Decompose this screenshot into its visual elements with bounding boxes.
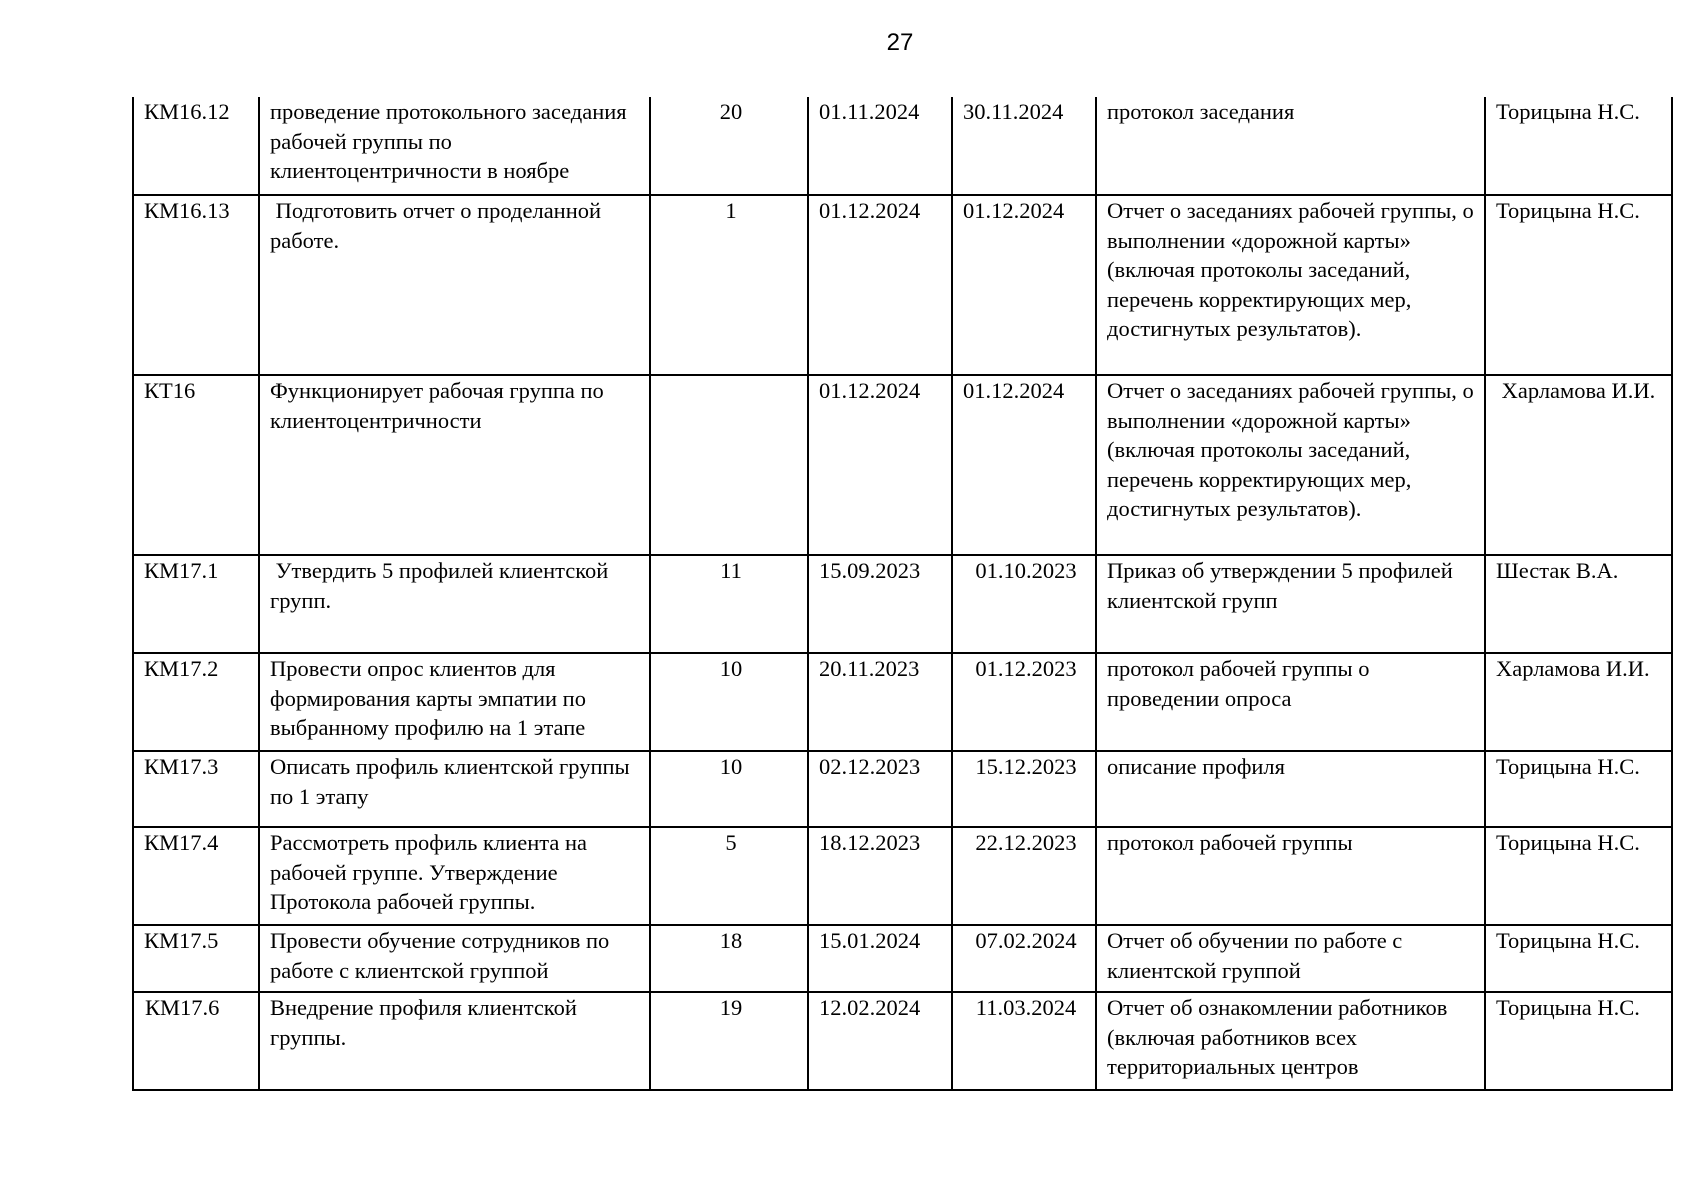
row-code: КТ16 [133,375,259,555]
row-responsible: Харламова И.И. [1485,375,1672,555]
row-end-date: 22.12.2023 [952,827,1096,925]
row-start-date: 18.12.2023 [808,827,952,925]
row-days: 20 [650,97,808,195]
row-end-date: 01.12.2023 [952,653,1096,751]
row-start-date: 02.12.2023 [808,751,952,827]
page-number: 27 [886,29,914,56]
plan-table [132,97,1673,1091]
row-responsible: Торицына Н.С. [1485,925,1672,992]
row-days: 1 [650,195,808,375]
row-responsible: Шестак В.А. [1485,555,1672,653]
row-result: Отчет о заседаниях рабочей группы, о выполнении «дорожной карты» (включая протоколы заседаний, перечень корректирующих мер, достигнутых результатов). [1096,375,1485,555]
row-days: 11 [650,555,808,653]
row-responsible: Торицына Н.С. [1485,827,1672,925]
row-code: КМ17.6 [133,992,259,1090]
table-row [133,992,1672,1090]
row-days [650,375,808,555]
row-days: 10 [650,653,808,751]
row-days: 10 [650,751,808,827]
row-code: КМ17.3 [133,751,259,827]
row-end-date: 01.10.2023 [952,555,1096,653]
row-code: КМ16.13 [133,195,259,375]
table-row [133,555,1672,653]
row-start-date: 15.09.2023 [808,555,952,653]
row-code: КМ16.12 [133,97,259,195]
row-days: 5 [650,827,808,925]
row-start-date: 12.02.2024 [808,992,952,1090]
row-task: Рассмотреть профиль клиента на рабочей группе. Утверждение Протокола рабочей группы. [259,827,650,925]
table-row [133,653,1672,751]
row-end-date: 30.11.2024 [952,97,1096,195]
row-result: Отчет об ознакомлении работников (включая работников всех территориальных центров [1096,992,1485,1090]
row-task: Подготовить отчет о проделанной работе. [259,195,650,375]
table-row [133,375,1672,555]
row-code: КМ17.5 [133,925,259,992]
row-responsible: Торицына Н.С. [1485,195,1672,375]
row-start-date: 15.01.2024 [808,925,952,992]
row-result: протокол рабочей группы о проведении опроса [1096,653,1485,751]
row-task: Описать профиль клиентской группы по 1 этапу [259,751,650,827]
row-responsible: Торицына Н.С. [1485,992,1672,1090]
row-code: КМ17.2 [133,653,259,751]
row-end-date: 01.12.2024 [952,375,1096,555]
row-result: протокол рабочей группы [1096,827,1485,925]
row-code: КМ17.1 [133,555,259,653]
table-row [133,925,1672,992]
row-task: Функционирует рабочая группа по клиентоцентричности [259,375,650,555]
row-task: Утвердить 5 профилей клиентской групп. [259,555,650,653]
row-task: Провести обучение сотрудников по работе с клиентской группой [259,925,650,992]
row-responsible: Торицына Н.С. [1485,751,1672,827]
row-end-date: 07.02.2024 [952,925,1096,992]
table-row [133,827,1672,925]
row-end-date: 15.12.2023 [952,751,1096,827]
row-result: протокол заседания [1096,97,1485,195]
row-result: Отчет о заседаниях рабочей группы, о выполнении «дорожной карты» (включая протоколы заседаний, перечень корректирующих мер, достигнутых результатов). [1096,195,1485,375]
row-result: Отчет об обучении по работе с клиентской группой [1096,925,1485,992]
row-task: Провести опрос клиентов для формирования карты эмпатии по выбранному профилю на 1 этапе [259,653,650,751]
table-row [133,97,1672,195]
row-end-date: 11.03.2024 [952,992,1096,1090]
row-responsible: Торицына Н.С. [1485,97,1672,195]
row-responsible: Харламова И.И. [1485,653,1672,751]
row-start-date: 01.12.2024 [808,375,952,555]
table-row [133,195,1672,375]
row-start-date: 20.11.2023 [808,653,952,751]
table-row [133,751,1672,827]
row-start-date: 01.11.2024 [808,97,952,195]
row-result: описание профиля [1096,751,1485,827]
row-code: КМ17.4 [133,827,259,925]
row-days: 19 [650,992,808,1090]
row-task: проведение протокольного заседания рабочей группы по клиентоцентричности в ноябре [259,97,650,195]
row-result: Приказ об утверждении 5 профилей клиентской групп [1096,555,1485,653]
row-task: Внедрение профиля клиентской группы. [259,992,650,1090]
row-days: 18 [650,925,808,992]
row-end-date: 01.12.2024 [952,195,1096,375]
row-start-date: 01.12.2024 [808,195,952,375]
